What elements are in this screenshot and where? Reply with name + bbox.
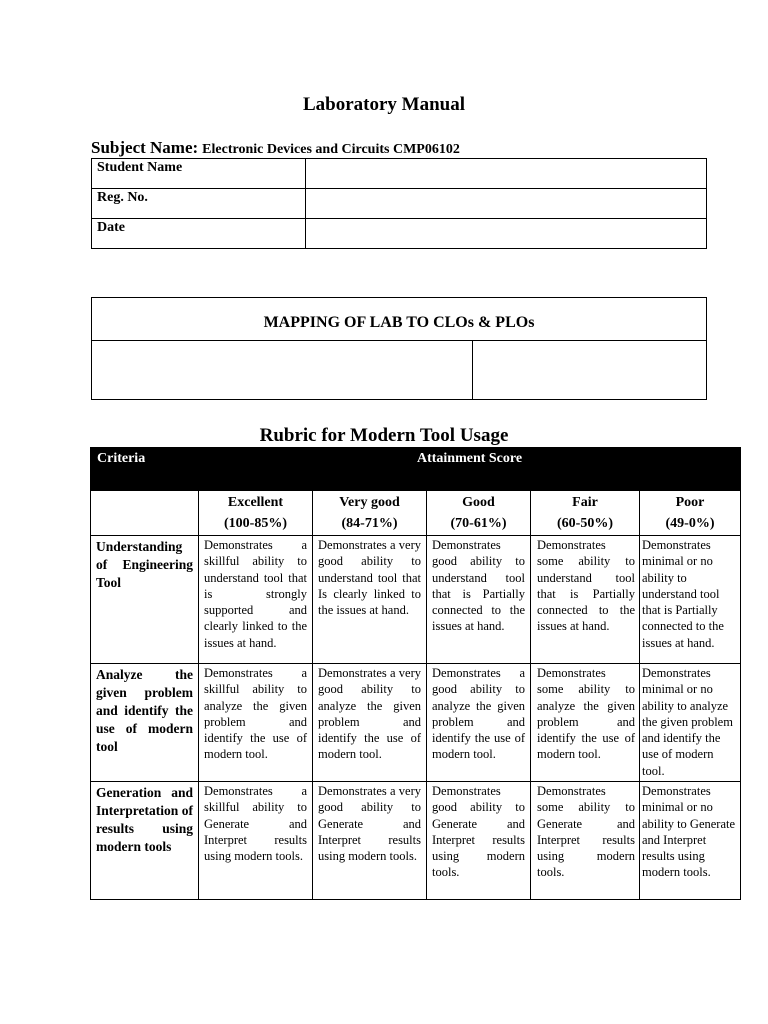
rubric-cell-poor: Demonstrates minimal or no ability to Generate and Interpret results using modern tools. bbox=[640, 782, 741, 900]
student-info-table bbox=[91, 158, 707, 249]
mapping-title: MAPPING OF LAB TO CLOs & PLOs bbox=[92, 298, 706, 341]
criterion-name: Generation and Interpretation of results using modern tools bbox=[91, 782, 199, 900]
subject-line bbox=[91, 138, 460, 158]
info-label: Reg. No. bbox=[92, 189, 306, 219]
mapping-divider bbox=[472, 341, 473, 399]
rubric-cell-excellent: Demonstrates a skillful ability to understand tool that is strongly supported and clearly linked to the issues at hand. bbox=[199, 536, 313, 664]
rubric-cell-fair: Demonstrates some ability to understand tool that is Partially connected to the issues at hand. bbox=[531, 536, 640, 664]
criterion-name: Analyze the given problem and identify the use of modern tool bbox=[91, 664, 199, 782]
info-label: Student Name bbox=[92, 159, 306, 189]
level-range: (49-0%) bbox=[665, 516, 715, 531]
mapping-box bbox=[91, 297, 707, 400]
level-fair bbox=[531, 491, 640, 536]
info-row-date bbox=[92, 219, 707, 249]
info-value-field[interactable] bbox=[306, 219, 707, 249]
rubric-row-analyze bbox=[91, 664, 741, 782]
document-title: Laboratory Manual bbox=[302, 94, 466, 115]
info-value-field[interactable] bbox=[306, 159, 707, 189]
level-good bbox=[427, 491, 531, 536]
rubric-table bbox=[90, 447, 741, 900]
level-range: (100-85%) bbox=[224, 516, 287, 531]
levels-empty-cell bbox=[91, 491, 199, 536]
rubric-cell-good: Demonstrates a good ability to analyze the given problem and identify the use of modern tool. bbox=[427, 664, 531, 782]
subject-value: Electronic Devices and Circuits CMP06102 bbox=[202, 142, 460, 157]
level-name: Fair bbox=[572, 495, 598, 510]
rubric-cell-excellent: Demonstrates a skillful ability to Generate and Interpret results using modern tools. bbox=[199, 782, 313, 900]
rubric-cell-good: Demonstrates good ability to Generate and Interpret results using modern tools. bbox=[427, 782, 531, 900]
subject-label: Subject Name: bbox=[91, 138, 199, 157]
rubric-cell-poor: Demonstrates minimal or no ability to understand tool that is Partially connected to the issues at hand. bbox=[640, 536, 741, 664]
rubric-row-understanding bbox=[91, 536, 741, 664]
rubric-cell-excellent: Demonstrates a skillful ability to analyze the given problem and identify the use of modern tool. bbox=[199, 664, 313, 782]
info-row-student-name bbox=[92, 159, 707, 189]
criteria-header: Criteria bbox=[91, 448, 199, 491]
rubric-row-generation bbox=[91, 782, 741, 900]
rubric-cell-very-good: Demonstrates a very good ability to understand tool that Is clearly linked to the issues at hand. bbox=[313, 536, 427, 664]
rubric-cell-fair: Demonstrates some ability to Generate and Interpret results using modern tools. bbox=[531, 782, 640, 900]
level-name: Poor bbox=[675, 495, 705, 510]
level-range: (70-61%) bbox=[450, 516, 507, 531]
level-name: Very good bbox=[339, 495, 400, 510]
rubric-levels-row bbox=[91, 491, 741, 536]
rubric-cell-very-good: Demonstrates a very good ability to analyze the given problem and identify the use of modern tool. bbox=[313, 664, 427, 782]
rubric-cell-very-good: Demonstrates a very good ability to Generate and Interpret results using modern tools. bbox=[313, 782, 427, 900]
info-value-field[interactable] bbox=[306, 189, 707, 219]
rubric-cell-good: Demonstrates good ability to understand tool that is Partially connected to the issues at hand. bbox=[427, 536, 531, 664]
mapping-content-row bbox=[92, 341, 706, 399]
info-label: Date bbox=[92, 219, 306, 249]
level-range: (84-71%) bbox=[341, 516, 398, 531]
level-poor bbox=[640, 491, 741, 536]
rubric-title: Rubric for Modern Tool Usage bbox=[259, 425, 509, 446]
level-very-good bbox=[313, 491, 427, 536]
level-name: Good bbox=[462, 495, 495, 510]
level-range: (60-50%) bbox=[557, 516, 613, 531]
rubric-cell-poor: Demonstrates minimal or no ability to analyze the given problem and identify the use of modern tool. bbox=[640, 664, 741, 782]
level-excellent bbox=[199, 491, 313, 536]
rubric-header-row bbox=[91, 448, 741, 491]
rubric-cell-fair: Demonstrates some ability to analyze the given problem and identify the use of modern tool. bbox=[531, 664, 640, 782]
attainment-score-header: Attainment Score bbox=[199, 448, 741, 491]
level-name: Excellent bbox=[227, 495, 284, 510]
info-row-reg-no bbox=[92, 189, 707, 219]
criterion-name: Understanding of Engineering Tool bbox=[91, 536, 199, 664]
